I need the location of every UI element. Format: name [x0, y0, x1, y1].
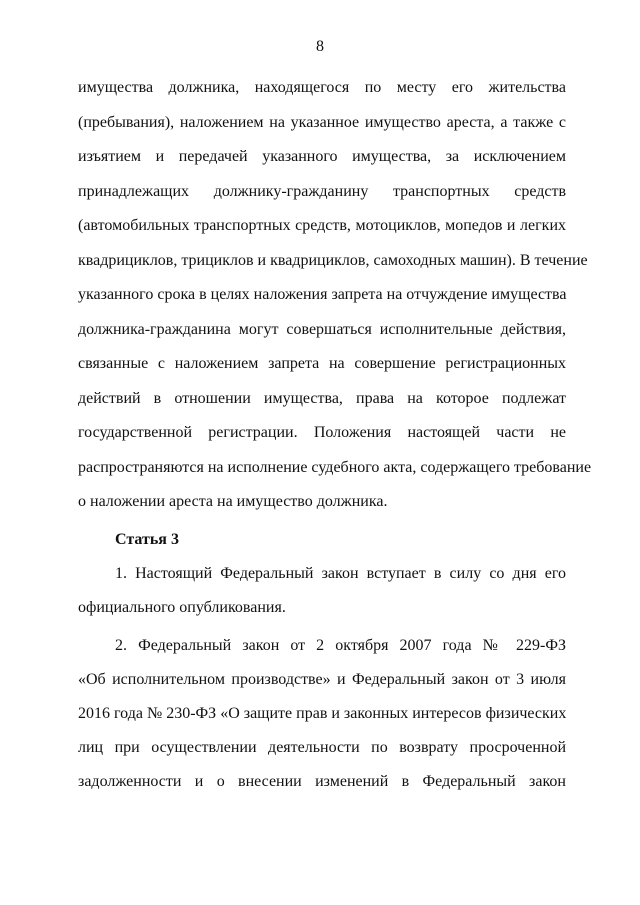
- text-line: официального опубликования.: [78, 599, 286, 616]
- text-line: (пребывания), наложением на указанное имущество ареста, а также с: [78, 114, 566, 131]
- text-line: (автомобильных транспортных средств, мотоциклов, мопедов и легких: [78, 217, 566, 234]
- text-line: принадлежащих должнику-гражданину транспортных средств: [78, 183, 566, 200]
- text-line: 1. Настоящий Федеральный закон вступает в силу со дня его: [115, 565, 566, 582]
- text-line: 2. Федеральный закон от 2 октября 2007 года № 229-ФЗ: [115, 637, 566, 654]
- text-line: о наложении ареста на имущество должника.: [78, 493, 388, 510]
- text-line: действий в отношении имущества, права на которое подлежат: [78, 390, 566, 407]
- text-line: государственной регистрации. Положения настоящей части не: [78, 424, 566, 441]
- text-line: указанного срока в целях наложения запрета на отчуждение имущества: [78, 286, 567, 303]
- page-number: 8: [316, 38, 324, 55]
- text-line: распространяются на исполнение судебного акта, содержащего требование: [78, 459, 592, 476]
- text-line: задолженности и о внесении изменений в Федеральный закон: [78, 773, 566, 790]
- text-line: «Об исполнительном производстве» и Федеральный закон от 3 июля: [78, 671, 566, 688]
- text-line: имущества должника, находящегося по месту его жительства: [78, 79, 566, 96]
- text-line: квадрициклов, трициклов и квадрициклов, самоходных машин). В течение: [78, 252, 588, 269]
- article-heading: Статья 3: [115, 531, 179, 548]
- text-line: лиц при осуществлении деятельности по возврату просроченной: [78, 739, 566, 756]
- text-line: 2016 года № 230-ФЗ «О защите прав и законных интересов физических: [78, 705, 567, 722]
- text-line: изъятием и передачей указанного имущества, за исключением: [78, 148, 566, 165]
- text-line: связанные с наложением запрета на совершение регистрационных: [78, 355, 566, 372]
- text-line: должника-гражданина могут совершаться исполнительные действия,: [78, 321, 566, 338]
